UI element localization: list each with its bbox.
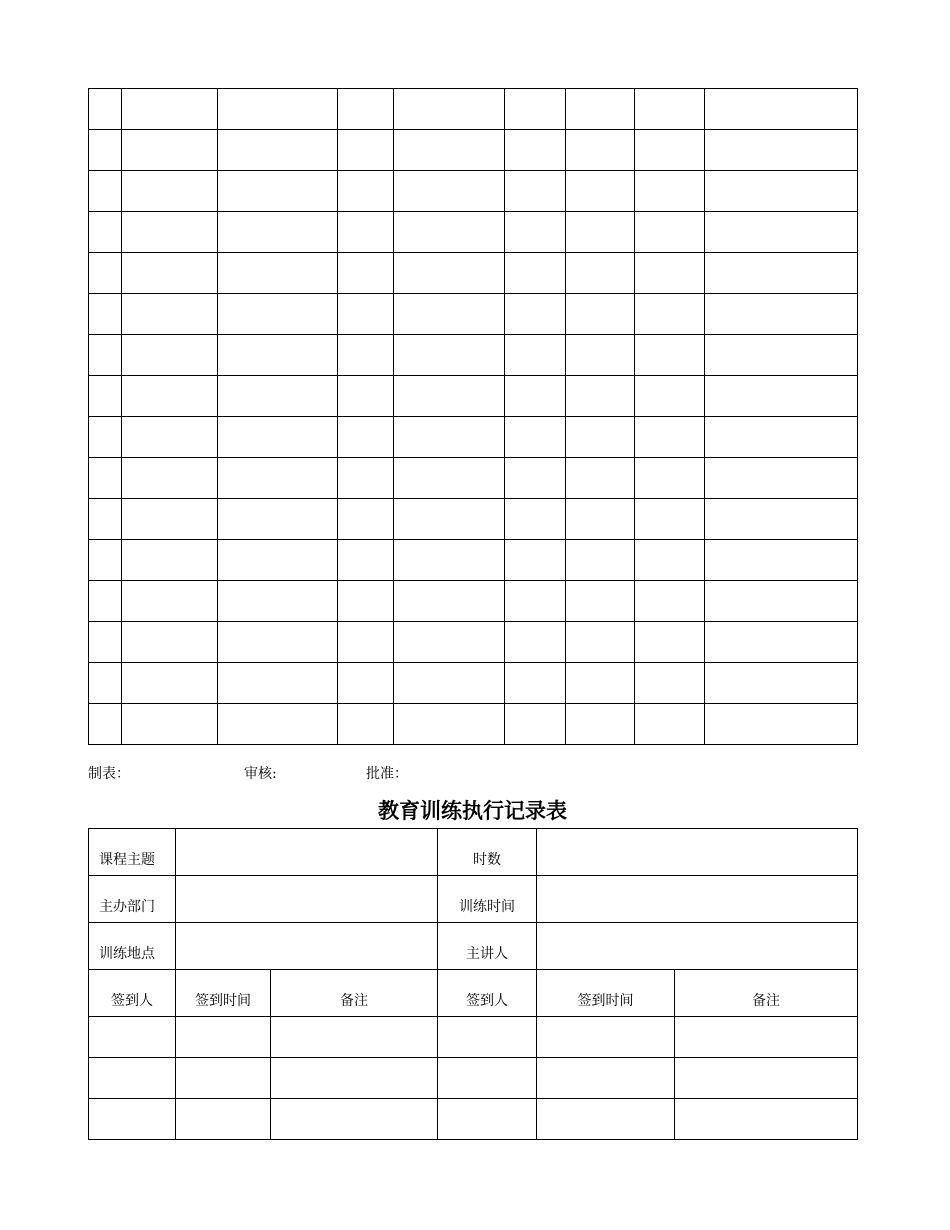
course-topic-field[interactable] [176,829,438,876]
grid-cell[interactable] [122,335,218,376]
grid-cell[interactable] [705,89,858,130]
grid-cell[interactable] [705,212,858,253]
grid-cell[interactable] [122,622,218,663]
grid-cell[interactable] [122,540,218,581]
hours-field[interactable] [537,829,858,876]
table-row [89,458,858,499]
grid-cell[interactable] [566,130,635,171]
grid-cell[interactable] [705,499,858,540]
grid-cell[interactable] [635,294,705,335]
grid-cell[interactable] [566,335,635,376]
grid-cell[interactable] [218,253,338,294]
organizer-row [89,876,858,923]
grid-cell[interactable] [394,581,505,622]
grid-cell[interactable] [635,458,705,499]
signin-cell[interactable] [271,1099,438,1140]
signin-header-cell: 备注 [271,970,438,1017]
grid-cell[interactable] [122,417,218,458]
signin-cell[interactable] [438,1058,537,1099]
grid-cell[interactable] [89,89,122,130]
grid-cell[interactable] [394,704,505,745]
grid-cell[interactable] [89,704,122,745]
grid-cell[interactable] [705,458,858,499]
grid-cell[interactable] [394,376,505,417]
grid-cell[interactable] [89,458,122,499]
grid-cell[interactable] [122,130,218,171]
grid-cell[interactable] [505,417,566,458]
grid-cell[interactable] [338,499,394,540]
grid-cell[interactable] [89,253,122,294]
grid-cell[interactable] [635,581,705,622]
grid-cell[interactable] [505,458,566,499]
lecturer-field[interactable] [537,923,858,970]
grid-cell[interactable] [505,89,566,130]
grid-cell[interactable] [635,540,705,581]
form-title: 教育训练执行记录表 [378,799,567,823]
table-row [89,581,858,622]
table-row [89,294,858,335]
grid-cell[interactable] [705,663,858,704]
table-row [89,253,858,294]
grid-cell[interactable] [635,171,705,212]
grid-cell[interactable] [89,130,122,171]
grid-cell[interactable] [705,171,858,212]
grid-cell[interactable] [218,294,338,335]
signin-cell[interactable] [537,1017,675,1058]
signin-cell[interactable] [438,1017,537,1058]
grid-cell[interactable] [394,663,505,704]
grid-cell[interactable] [705,335,858,376]
grid-cell[interactable] [218,663,338,704]
grid-cell[interactable] [705,376,858,417]
grid-cell[interactable] [394,130,505,171]
grid-cell[interactable] [505,540,566,581]
grid-cell[interactable] [394,622,505,663]
signin-header-cell: 签到人 [89,970,176,1017]
table-row [89,663,858,704]
grid-cell[interactable] [505,212,566,253]
grid-cell[interactable] [338,212,394,253]
table-row [89,89,858,130]
grid-cell[interactable] [122,499,218,540]
grid-cell[interactable] [566,540,635,581]
grid-cell[interactable] [122,376,218,417]
grid-cell[interactable] [705,417,858,458]
grid-cell[interactable] [505,581,566,622]
grid-cell[interactable] [122,581,218,622]
grid-cell[interactable] [505,335,566,376]
lecturer-label: 主讲人 [438,923,537,970]
signin-header-cell: 备注 [675,970,858,1017]
grid-cell[interactable] [394,89,505,130]
grid-cell[interactable] [218,417,338,458]
grid-cell[interactable] [705,704,858,745]
grid-cell[interactable] [394,171,505,212]
grid-cell[interactable] [566,458,635,499]
grid-cell[interactable] [705,581,858,622]
grid-cell[interactable] [218,171,338,212]
grid-cell[interactable] [505,704,566,745]
signin-cell[interactable] [176,1017,271,1058]
signin-header-cell: 签到人 [438,970,537,1017]
signin-header-cell: 签到时间 [537,970,675,1017]
signin-cell[interactable] [675,1099,858,1140]
grid-cell[interactable] [566,663,635,704]
grid-cell[interactable] [635,663,705,704]
signin-cell[interactable] [675,1017,858,1058]
grid-cell[interactable] [635,253,705,294]
grid-cell[interactable] [218,89,338,130]
grid-cell[interactable] [338,581,394,622]
organizer-label: 主办部门 [89,876,176,923]
grid-cell[interactable] [218,130,338,171]
grid-cell[interactable] [566,499,635,540]
grid-cell[interactable] [635,704,705,745]
grid-cell[interactable] [218,581,338,622]
grid-cell[interactable] [338,417,394,458]
prepared-by-label: 制表： [88,766,130,782]
grid-cell[interactable] [338,89,394,130]
grid-cell[interactable] [89,212,122,253]
signin-cell[interactable] [89,1099,176,1140]
grid-cell[interactable] [218,376,338,417]
grid-cell[interactable] [218,212,338,253]
grid-cell[interactable] [338,335,394,376]
grid-cell[interactable] [218,335,338,376]
grid-cell[interactable] [394,335,505,376]
grid-cell[interactable] [338,540,394,581]
signin-row [89,1099,858,1140]
grid-cell[interactable] [505,663,566,704]
grid-cell[interactable] [122,458,218,499]
grid-cell[interactable] [122,704,218,745]
grid-cell[interactable] [89,622,122,663]
grid-cell[interactable] [89,335,122,376]
grid-cell[interactable] [122,253,218,294]
grid-cell[interactable] [89,581,122,622]
grid-cell[interactable] [218,704,338,745]
signin-cell[interactable] [271,1058,438,1099]
table-row [89,622,858,663]
grid-cell[interactable] [566,89,635,130]
grid-cell[interactable] [218,622,338,663]
grid-cell[interactable] [122,212,218,253]
grid-cell[interactable] [635,89,705,130]
grid-cell[interactable] [635,130,705,171]
grid-cell[interactable] [122,663,218,704]
grid-cell[interactable] [122,171,218,212]
grid-cell[interactable] [505,376,566,417]
grid-cell[interactable] [505,499,566,540]
grid-cell[interactable] [635,212,705,253]
grid-cell[interactable] [122,89,218,130]
grid-cell[interactable] [338,663,394,704]
grid-cell[interactable] [705,130,858,171]
grid-cell[interactable] [122,294,218,335]
course-topic-label: 课程主题 [89,829,176,876]
grid-cell[interactable] [89,499,122,540]
grid-cell[interactable] [705,253,858,294]
grid-cell[interactable] [89,294,122,335]
blank-grid-table [88,88,858,745]
grid-cell[interactable] [705,540,858,581]
location-field[interactable] [176,923,438,970]
grid-cell[interactable] [338,294,394,335]
signin-cell[interactable] [89,1058,176,1099]
grid-cell[interactable] [338,171,394,212]
signin-cell[interactable] [537,1058,675,1099]
grid-cell[interactable] [338,458,394,499]
grid-cell[interactable] [338,253,394,294]
grid-cell[interactable] [89,417,122,458]
signin-cell[interactable] [537,1099,675,1140]
signin-cell[interactable] [438,1099,537,1140]
table-row [89,376,858,417]
grid-cell[interactable] [89,376,122,417]
reviewed-by-label: 审核: [244,766,277,782]
grid-cell[interactable] [338,130,394,171]
grid-cell[interactable] [566,253,635,294]
grid-cell[interactable] [705,294,858,335]
grid-cell[interactable] [505,294,566,335]
grid-cell[interactable] [218,458,338,499]
grid-cell[interactable] [635,499,705,540]
grid-cell[interactable] [705,622,858,663]
grid-cell[interactable] [635,376,705,417]
table-row [89,540,858,581]
signin-cell[interactable] [675,1058,858,1099]
grid-cell[interactable] [394,499,505,540]
grid-cell[interactable] [394,212,505,253]
signin-cell[interactable] [176,1058,271,1099]
grid-cell[interactable] [566,704,635,745]
table-row [89,335,858,376]
training-record-table [88,828,858,1140]
grid-cell[interactable] [505,130,566,171]
grid-cell[interactable] [338,376,394,417]
organizer-field[interactable] [176,876,438,923]
grid-cell[interactable] [635,622,705,663]
grid-cell[interactable] [505,253,566,294]
signature-line [88,763,857,783]
table-row [89,212,858,253]
grid-cell[interactable] [338,622,394,663]
grid-cell[interactable] [566,581,635,622]
table-row [89,417,858,458]
course-topic-row [89,829,858,876]
signin-header-row [89,970,858,1017]
grid-cell[interactable] [635,417,705,458]
signin-row [89,1017,858,1058]
grid-cell[interactable] [566,417,635,458]
training-time-label: 训练时间 [438,876,537,923]
approved-by-label: 批准： [366,766,408,782]
grid-cell[interactable] [394,253,505,294]
table-row [89,130,858,171]
grid-cell[interactable] [89,171,122,212]
grid-cell[interactable] [394,540,505,581]
grid-cell[interactable] [635,335,705,376]
grid-cell[interactable] [394,294,505,335]
signin-cell[interactable] [176,1099,271,1140]
grid-cell[interactable] [89,540,122,581]
location-label: 训练地点 [89,923,176,970]
table-row [89,499,858,540]
location-row [89,923,858,970]
signin-header-cell: 签到时间 [176,970,271,1017]
table-row [89,171,858,212]
table-row [89,704,858,745]
grid-cell[interactable] [566,212,635,253]
grid-cell[interactable] [566,171,635,212]
grid-cell[interactable] [566,376,635,417]
hours-label: 时数 [438,829,537,876]
grid-cell[interactable] [218,499,338,540]
signin-cell[interactable] [89,1017,176,1058]
grid-cell[interactable] [505,171,566,212]
grid-cell[interactable] [218,540,338,581]
signin-row [89,1058,858,1099]
grid-cell[interactable] [394,458,505,499]
grid-cell[interactable] [394,417,505,458]
grid-cell[interactable] [505,622,566,663]
grid-cell[interactable] [338,704,394,745]
grid-cell[interactable] [89,663,122,704]
training-time-field[interactable] [537,876,858,923]
grid-cell[interactable] [566,294,635,335]
grid-cell[interactable] [566,622,635,663]
signin-cell[interactable] [271,1017,438,1058]
